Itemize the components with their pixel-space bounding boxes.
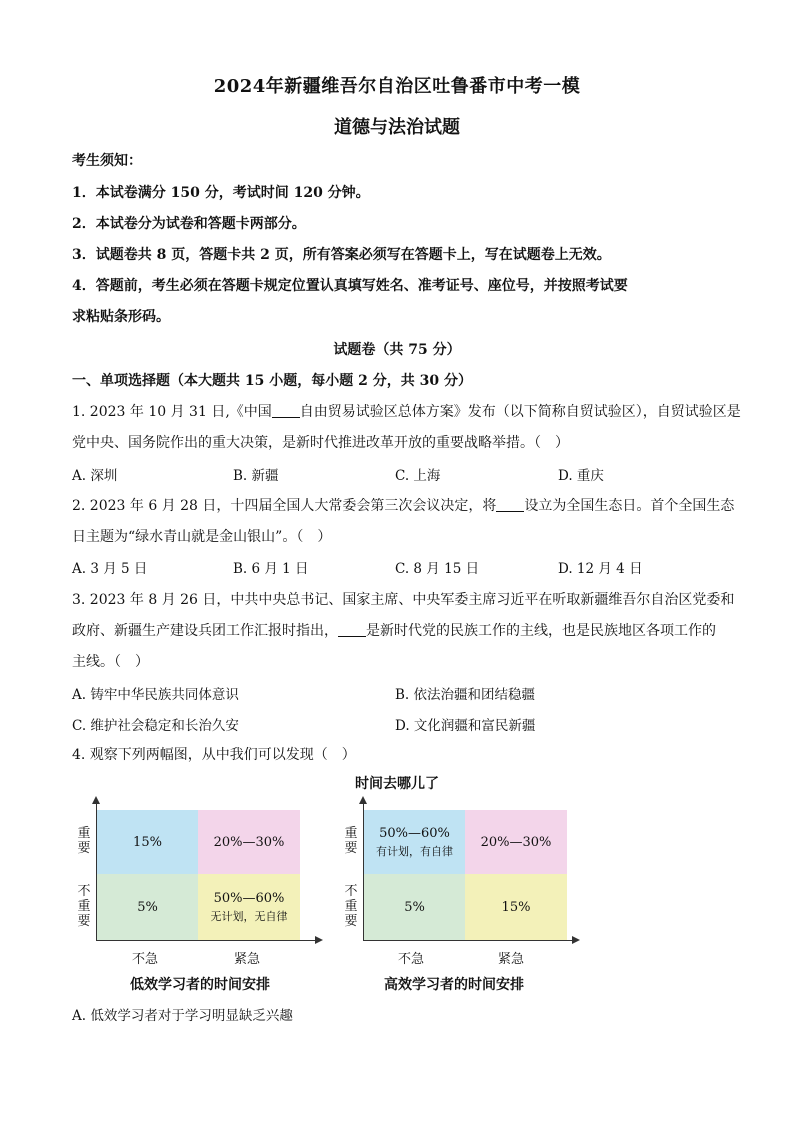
x-label-urgent: 紧急 xyxy=(234,952,261,967)
option-d: D. 文化润疆和富民新疆 xyxy=(395,718,536,734)
question-2-line: 2. 2023 年 6 月 28 日，十四届全国人大常委会第三次会议决定，将 设立为全国生态日。首个全国生态 xyxy=(72,498,735,514)
quadrant-important-urgent: 20%—30% xyxy=(198,810,300,874)
quadrant-important-not-urgent: 15% xyxy=(97,810,198,874)
notice-item: 3．试题卷共 8 页，答题卡共 2 页，所有答案必须写在答题卡上，写在试题卷上无效。 xyxy=(72,247,611,263)
option-d: D. 12 月 4 日 xyxy=(558,561,643,577)
option-a: A. 低效学习者对于学习明显缺乏兴趣 xyxy=(72,1008,293,1024)
answer-blank xyxy=(272,403,300,418)
question-1-line: 党中央、国务院作出的重大决策，是新时代推进改革开放的重要战略举措。（ ） xyxy=(72,435,569,451)
y-label-important: 重要 xyxy=(77,826,91,856)
x-label-urgent: 紧急 xyxy=(498,952,525,967)
x-axis-arrow xyxy=(572,936,580,944)
x-axis xyxy=(96,940,316,941)
option-a: A. 铸牢中华民族共同体意识 xyxy=(72,687,239,703)
question-3-line: 3. 2023 年 8 月 26 日，中共中央总书记、国家主席、中央军委主席习近平在听取新疆维吾尔自治区党委和 xyxy=(72,592,735,608)
option-c: C. 上海 xyxy=(395,468,441,484)
question-3-line: 政府、新疆生产建设兵团工作汇报时指出， 是新时代党的民族工作的主线，也是民族地区各项工作的 xyxy=(72,623,716,639)
notice-item: 2．本试卷分为试卷和答题卡两部分。 xyxy=(72,216,306,232)
quadrant-unimportant-urgent: 15% xyxy=(465,874,567,940)
y-label-unimportant: 不重要 xyxy=(344,884,358,929)
option-c: C. 维护社会稳定和长治久安 xyxy=(72,718,239,734)
y-axis-arrow xyxy=(92,796,100,804)
option-a: A. 深圳 xyxy=(72,468,118,484)
paper-title: 试题卷（共 75 分） xyxy=(333,342,461,358)
notice-item: 求粘贴条形码。 xyxy=(72,309,170,325)
x-axis-arrow xyxy=(315,936,323,944)
option-b: B. 新疆 xyxy=(233,468,279,484)
page-title: 2024年新疆维吾尔自治区吐鲁番市中考一模 xyxy=(213,76,581,97)
option-b: B. 6 月 1 日 xyxy=(233,561,309,577)
quadrant-important-urgent: 20%—30% xyxy=(465,810,567,874)
question-1-line: 1. 2023 年 10 月 31 日,《中国 自由贸易试验区总体方案》发布（以下简称自贸试验区），自贸试验区是 xyxy=(72,404,741,420)
quadrant-unimportant-not-urgent: 5% xyxy=(97,874,198,940)
y-label-unimportant: 不重要 xyxy=(77,884,91,929)
notice-heading: 考生须知： xyxy=(72,153,142,169)
x-label-not-urgent: 不急 xyxy=(398,952,425,967)
x-axis xyxy=(363,940,573,941)
notice-item: 4．答题前，考生必须在答题卡规定位置认真填写姓名、准考证号、座位号，并按照考试要 xyxy=(72,278,628,294)
quadrant-important-not-urgent: 50%—60% 有计划，有自律 xyxy=(364,810,465,874)
option-a: A. 3 月 5 日 xyxy=(72,561,148,577)
quadrant-unimportant-urgent: 50%—60% 无计划，无自律 xyxy=(198,874,300,940)
section-heading: 一、单项选择题（本大题共 15 小题，每小题 2 分，共 30 分） xyxy=(72,373,472,389)
page-subtitle: 道德与法治试题 xyxy=(334,117,460,138)
x-label-not-urgent: 不急 xyxy=(132,952,159,967)
quadrant-unimportant-not-urgent: 5% xyxy=(364,874,465,940)
figure-title: 时间去哪儿了 xyxy=(355,776,439,792)
chart-caption: 低效学习者的时间安排 xyxy=(130,977,270,993)
y-label-important: 重要 xyxy=(344,826,358,856)
answer-blank xyxy=(496,497,524,512)
answer-blank xyxy=(338,622,366,637)
option-b: B. 依法治疆和团结稳疆 xyxy=(395,687,536,703)
option-d: D. 重庆 xyxy=(558,468,604,484)
option-c: C. 8 月 15 日 xyxy=(395,561,480,577)
question-3-line: 主线。（ ） xyxy=(72,654,149,670)
question-2-line: 日主题为“绿水青山就是金山银山”。（ ） xyxy=(72,529,332,545)
notice-item: 1．本试卷满分 150 分，考试时间 120 分钟。 xyxy=(72,185,370,201)
y-axis-arrow xyxy=(359,796,367,804)
chart-caption: 高效学习者的时间安排 xyxy=(384,977,524,993)
question-4-line: 4. 观察下列两幅图，从中我们可以发现（ ） xyxy=(72,747,356,763)
